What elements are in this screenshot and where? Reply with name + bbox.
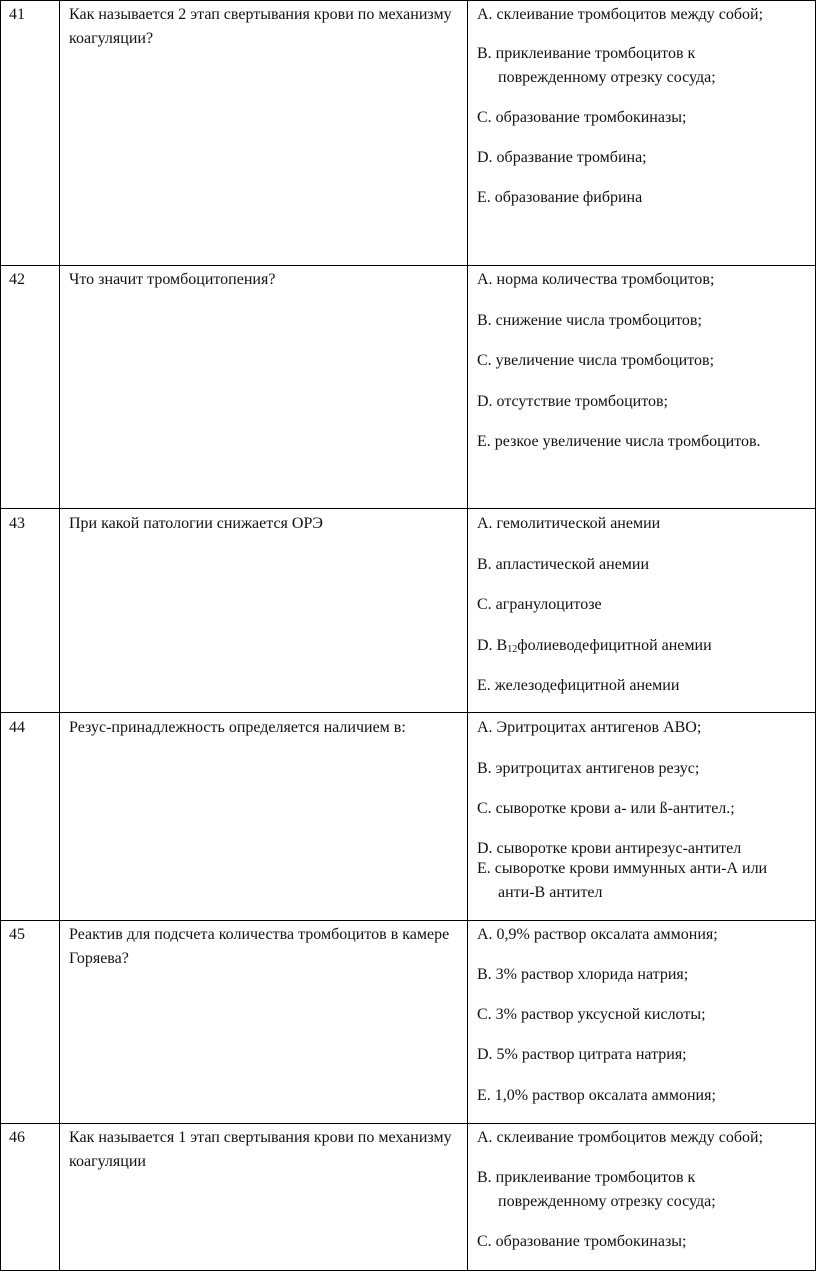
table-border-top — [0, 0, 816, 1]
answer-option: E. железодефицитной анемии — [477, 677, 680, 694]
question-text: Резус-принадлежность определяется наличием в: — [69, 719, 406, 736]
question-number: 42 — [9, 271, 25, 288]
row-divider — [0, 508, 816, 509]
answer-option: B. апластической анемии — [477, 556, 650, 573]
answer-option: C. сыворотке крови а- или ß-антител.; — [477, 800, 735, 817]
question-text: При какой патологии снижается ОРЭ — [69, 515, 323, 532]
answer-option: A. Эритроцитах антигенов АВО; — [477, 719, 702, 736]
column-divider — [59, 0, 60, 1271]
answer-option: C. 3% раствор уксусной кислоты; — [477, 1006, 706, 1023]
answer-option: D. отсутствие тромбоцитов; — [477, 393, 668, 410]
row-divider — [0, 1123, 816, 1124]
column-divider — [467, 0, 468, 1271]
answer-option: B. приклеивание тромбоцитов к поврежденному отрезку сосуда; — [477, 45, 716, 86]
answer-option: C. образование тромбокиназы; — [477, 1233, 687, 1250]
answer-option: B. снижение числа тромбоцитов; — [477, 312, 702, 329]
answer-option: C. увеличение числа тромбоцитов; — [477, 352, 715, 369]
answer-option: D. сыворотке крови антирезус-антител — [477, 840, 742, 857]
answer-option: E. 1,0% раствор оксалата аммония; — [477, 1087, 716, 1104]
answer-option: C. образование тромбокиназы; — [477, 109, 687, 126]
answer-option: D. 5% раствор цитрата натрия; — [477, 1046, 687, 1063]
question-number: 41 — [9, 6, 25, 23]
answer-option: D. $B_{12}фолиеводефицитной$ анемии — [477, 637, 712, 655]
question-text: Реактив для подсчета количества тромбоцитов в камере Горяева? — [69, 926, 450, 967]
answer-option: C. агранулоцитозе — [477, 596, 602, 613]
row-divider — [0, 712, 816, 713]
answer-option: A. гемолитической анемии — [477, 515, 661, 532]
question-text: Как называется 2 этап свертывания крови по механизму коагуляции? — [69, 6, 452, 47]
table-border-left — [0, 0, 1, 1271]
row-divider — [0, 920, 816, 921]
answer-option: D. образвание тромбина; — [477, 149, 647, 166]
answer-option: A. 0,9% раствор оксалата аммония; — [477, 926, 718, 943]
answer-option: E. резкое увеличение числа тромбоцитов. — [477, 433, 761, 450]
answer-option: A. склеивание тромбоцитов между собой; — [477, 1129, 764, 1146]
question-text: Что значит тромбоцитопения? — [69, 271, 276, 288]
answer-option: B. 3% раствор хлорида натрия; — [477, 966, 689, 983]
answer-option: A. склеивание тромбоцитов между собой; — [477, 6, 764, 23]
question-text: Как называется 1 этап свертывания крови по механизму коагуляции — [69, 1129, 452, 1170]
answer-option: A. норма количества тромбоцитов; — [477, 271, 715, 288]
table-border-bottom — [0, 1270, 816, 1271]
answer-option: B. эритроцитах антигенов резус; — [477, 760, 700, 777]
answer-option: E. сыворотке крови иммунных анти-А или анти-В антител — [477, 860, 768, 901]
question-number: 43 — [9, 515, 25, 532]
question-number: 45 — [9, 926, 25, 943]
question-number: 44 — [9, 719, 25, 736]
question-number: 46 — [9, 1129, 25, 1146]
answer-option: B. приклеивание тромбоцитов к поврежденному отрезку сосуда; — [477, 1169, 716, 1210]
answer-option: E. образование фибрина — [477, 189, 643, 206]
row-divider — [0, 265, 816, 266]
